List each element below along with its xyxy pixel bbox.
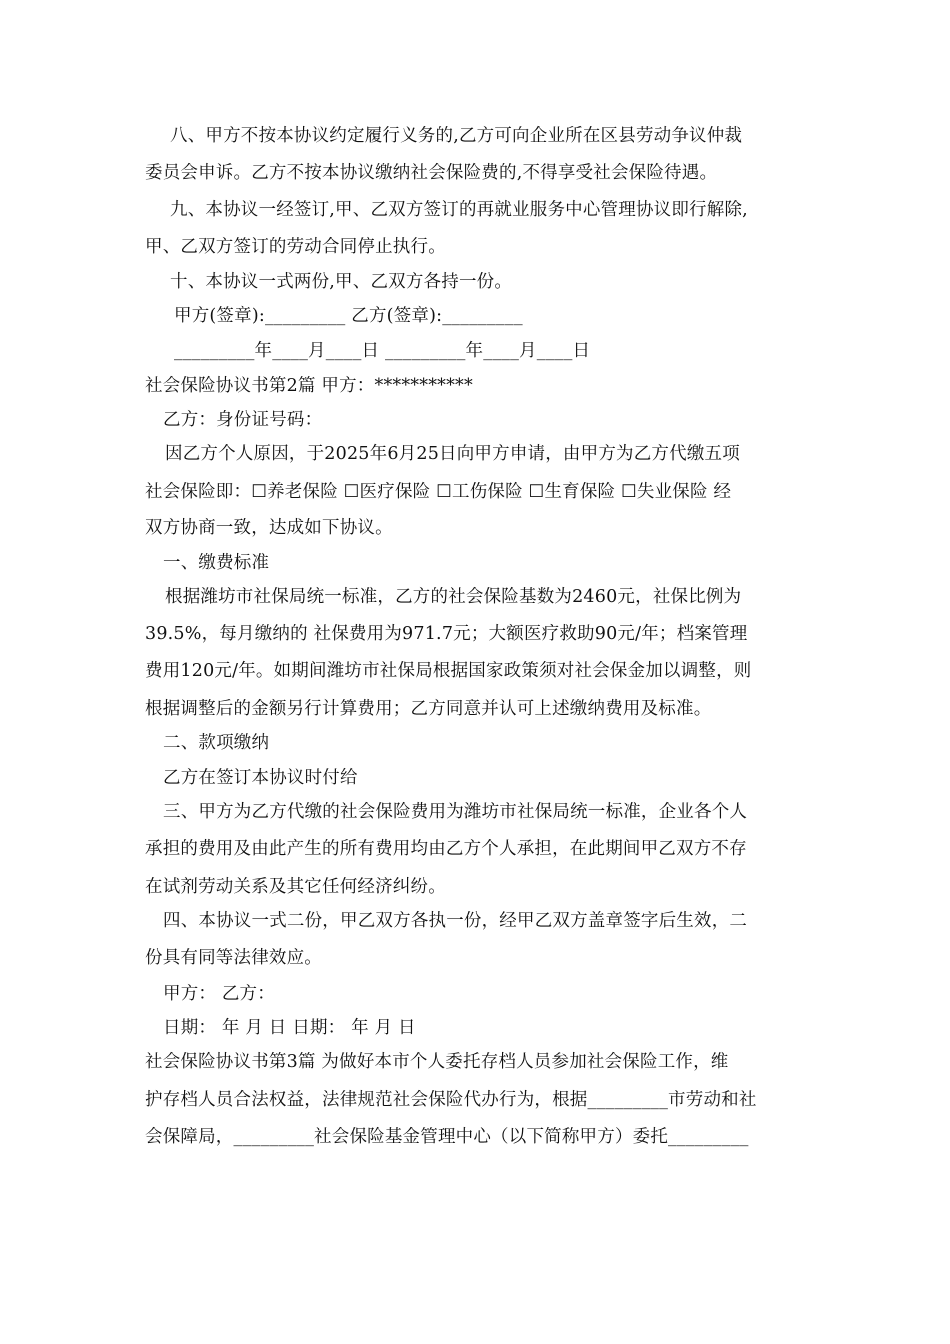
text-line: 护存档人员合法权益，法律规范社会保险代办行为，根据_________市劳动和社 [145,1090,757,1110]
text-line: 乙方在签订本协议时付给 [163,768,358,788]
date-line: 日期： 年 月 日 日期： 年 月 日 [163,1018,416,1038]
text-line: 十、本协议一式两份,甲、乙双方各持一份。 [170,272,513,292]
text-line: 四、本协议一式二份，甲乙双方各执一份，经甲乙双方盖章签字后生效，二 [163,911,748,931]
text-line: 八、甲方不按本协议约定履行义务的,乙方可向企业所在区县劳动争议仲裁 [170,126,743,146]
text-line: 委员会申诉。乙方不按本协议缴纳社会保险费的,不得享受社会保险待遇。 [145,163,718,183]
text-line: 三、甲方为乙方代缴的社会保险费用为潍坊市社保局统一标准，企业各个人 [163,802,748,822]
subheading: 一、缴费标准 [163,553,270,573]
text-line: 甲、乙双方签订的劳动合同停止执行。 [145,237,446,257]
text-line: 费用120元/年。如期间潍坊市社保局根据国家政策须对社会保金加以调整，则 [145,661,752,681]
text-line: 因乙方个人原因，于2025年6月25日向甲方申请，由甲方为乙方代缴五项 [165,444,740,464]
signature-line: 甲方(签章):_________ 乙方(签章):_________ [174,306,523,326]
date-line: _________年____月____日 _________年____月____日 [174,341,591,361]
text-line: 份具有同等法律效应。 [145,948,322,968]
subheading: 二、款项缴纳 [163,733,270,753]
text-line: 乙方：身份证号码： [163,410,323,430]
section-heading: 社会保险协议书第3篇 为做好本市个人委托存档人员参加社会保险工作，维 [145,1052,729,1072]
text-line: 双方协商一致，达成如下协议。 [145,518,393,538]
text-line: 根据潍坊市社保局统一标准，乙方的社会保险基数为2460元，社保比例为 [165,587,742,607]
text-line: 社会保险即：☐养老保险 ☐医疗保险 ☐工伤保险 ☐生育保险 ☐失业保险 经 [145,482,732,502]
text-line: 根据调整后的金额另行计算费用；乙方同意并认可上述缴纳费用及标准。 [145,699,712,719]
text-line: 九、本协议一经签订,甲、乙双方签订的再就业服务中心管理协议即行解除, [170,200,748,220]
signature-line: 甲方： 乙方： [163,984,275,1004]
section-heading: 社会保险协议书第2篇 甲方：*********** [145,376,473,396]
text-line: 39.5%，每月缴纳的 社保费用为971.7元；大额医疗救助90元/年；档案管理 [145,624,748,644]
text-line: 承担的费用及由此产生的所有费用均由乙方个人承担，在此期间甲乙双方不存 [145,839,747,859]
text-line: 在试剂劳动关系及其它任何经济纠纷。 [145,877,446,897]
text-line: 会保障局，_________社会保险基金管理中心（以下简称甲方）委托_________ [145,1127,749,1147]
